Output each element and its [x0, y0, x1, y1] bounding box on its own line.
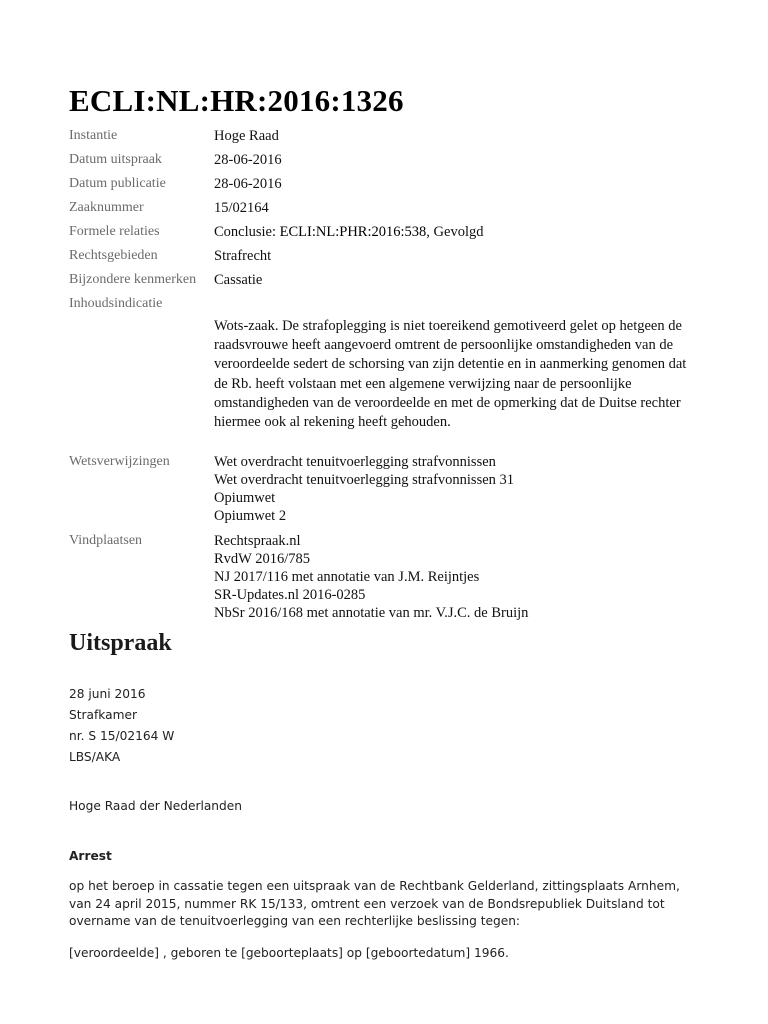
meta-value: 28-06-2016 [214, 152, 282, 168]
uitspraak-body [69, 684, 709, 964]
meta-label: Vindplaatsen [69, 533, 143, 549]
meta-label: Rechtsgebieden [69, 248, 158, 263]
meta-row-formele-relaties [69, 220, 709, 244]
party-line: [veroordeelde] , geboren te [geboorteplaats] op [geboortedatum] 1966. [69, 945, 509, 960]
law-reference-link[interactable]: Opiumwet [214, 490, 276, 507]
summary-line: raadsvrouwe heeft aangevoerd omtrent de persoonlijke omstandigheden van de [214, 337, 674, 354]
publication-item: Rechtspraak.nl [214, 533, 301, 550]
meta-value: 28-06-2016 [214, 176, 282, 192]
law-reference-link[interactable]: Wet overdracht tenuitvoerlegging strafvonnissen 31 [214, 472, 515, 489]
summary-line: de Rb. heeft volstaan met een algemene verwijzing naar de persoonlijke [214, 375, 632, 392]
publication-item: SR-Updates.nl 2016-0285 [214, 587, 366, 604]
conclusie-prefix: Conclusie: [214, 224, 280, 240]
meta-row-vindplaatsen [69, 529, 709, 622]
meta-row-datum-uitspraak [69, 148, 709, 172]
arrest-label: Arrest [69, 849, 112, 863]
meta-label: Bijzondere kenmerken [69, 272, 197, 287]
conclusie-suffix: , Gevolgd [426, 224, 484, 240]
publication-list [214, 529, 528, 622]
meta-value: 15/02164 [214, 200, 269, 216]
meta-label: Wetsverwijzingen [69, 454, 170, 470]
metadata-table [69, 124, 709, 622]
chamber: Strafkamer [69, 708, 137, 722]
uitspraak-heading: Uitspraak [69, 630, 172, 656]
case-code: LBS/AKA [69, 750, 121, 764]
publication-item: NJ 2017/116 met annotatie van J.M. Reijntjes [214, 569, 480, 586]
meta-value: Strafrecht [214, 248, 272, 264]
summary-line: omstandigheden van de veroordeelde en met de opmerking dat de Duitse rechter [214, 394, 681, 411]
meta-row-wetsverwijzingen [69, 450, 709, 525]
meta-row-inhoudsindicatie [69, 292, 709, 432]
meta-row-rechtsgebieden [69, 244, 709, 268]
case-number: nr. S 15/02164 W [69, 729, 175, 743]
meta-row-zaaknummer [69, 196, 709, 220]
meta-label: Formele relaties [69, 224, 160, 239]
meta-value: Hoge Raad [214, 128, 279, 144]
paragraph-line: op het beroep in cassatie tegen een uitspraak van de Rechtbank Gelderland, zittingsplaats Arnhem, [69, 879, 680, 893]
meta-value [214, 220, 483, 244]
summary-line: Wots-zaak. De strafoplegging is niet toereikend gemotiveerd gelet op hetgeen de [214, 318, 682, 334]
publication-item: RvdW 2016/785 [214, 551, 310, 568]
meta-label: Zaaknummer [69, 200, 144, 215]
meta-row-datum-publicatie [69, 172, 709, 196]
law-reference-link[interactable]: Wet overdracht tenuitvoerlegging strafvonnissen [214, 454, 496, 471]
publication-item: NbSr 2016/168 met annotatie van mr. V.J.C. de Bruijn [214, 605, 529, 622]
paragraph-line: van 24 april 2015, nummer RK 15/133, omtrent een verzoek van de Bondsrepubliek Duitsland tot [69, 896, 665, 911]
judgment-date: 28 juni 2016 [69, 687, 146, 701]
law-reference-link[interactable]: Opiumwet 2 [214, 508, 287, 525]
summary-line: veroordeelde sedert de schorsing van zijn detentie en in aanmerking genomen dat [214, 356, 687, 373]
court-name: Hoge Raad der Nederlanden [69, 799, 242, 813]
meta-row-instantie [69, 124, 709, 148]
meta-label: Datum uitspraak [69, 152, 162, 167]
meta-value: Cassatie [214, 272, 263, 288]
meta-label: Datum publicatie [69, 176, 166, 191]
paragraph-line: overname van de tenuitvoerlegging van een rechterlijke beslissing tegen: [69, 914, 521, 928]
summary-line: hiermee ook al rekening heeft gehouden. [214, 414, 451, 431]
document-title: ECLI:NL:HR:2016:1326 [69, 83, 404, 118]
meta-label: Inhoudsindicatie [69, 296, 163, 311]
meta-label: Instantie [69, 128, 118, 143]
summary-text [214, 312, 694, 432]
conclusie-link[interactable]: ECLI:NL:PHR:2016:538 [279, 224, 427, 240]
meta-row-bijzondere-kenmerken [69, 268, 709, 292]
law-references [214, 450, 514, 525]
arrest-paragraph [69, 878, 709, 931]
